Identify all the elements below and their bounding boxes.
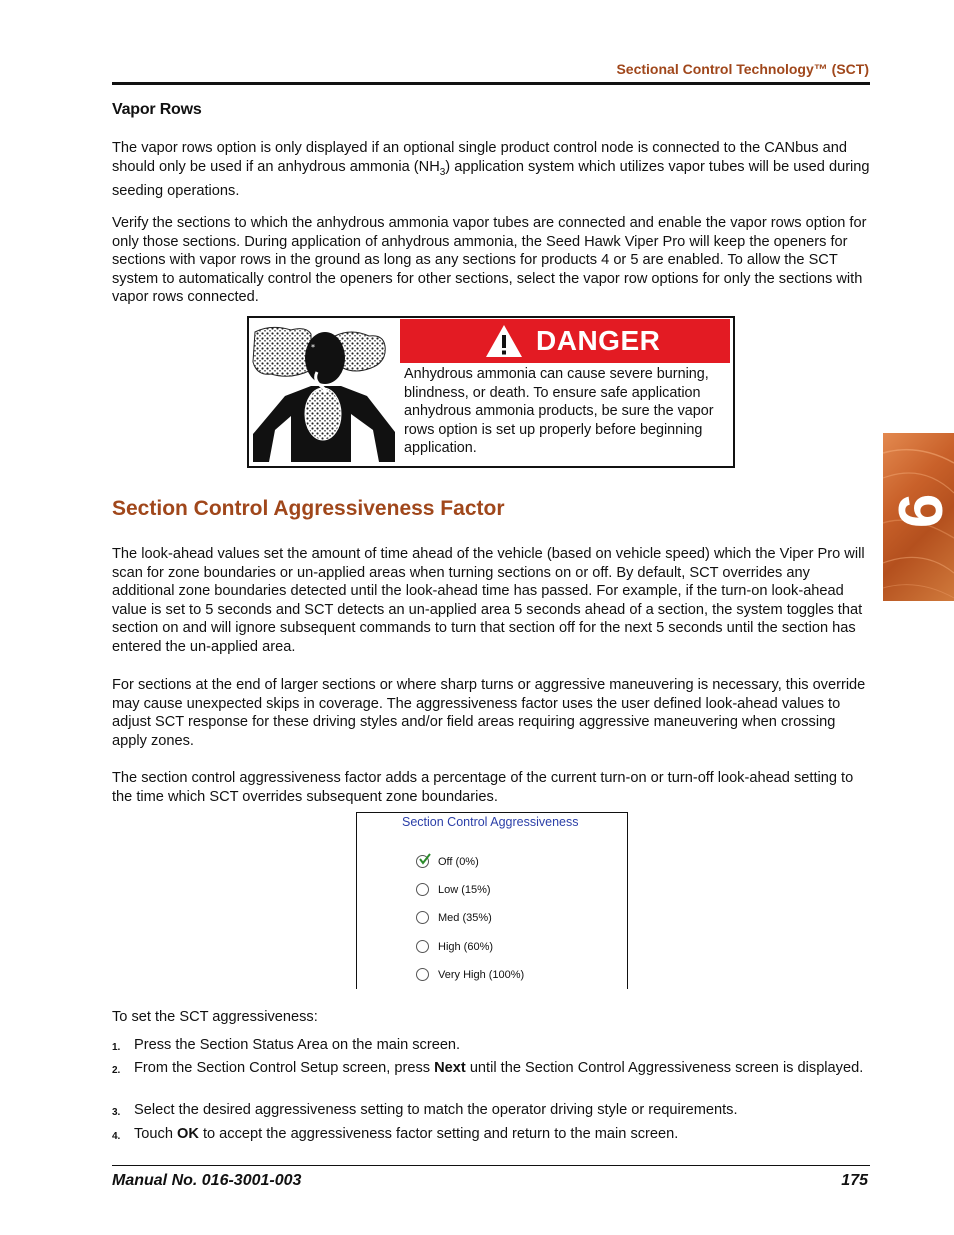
chapter-tab: [883, 433, 954, 601]
step-number: 3.: [112, 1107, 121, 1118]
option-high[interactable]: [416, 940, 493, 953]
page-number: 175: [841, 1172, 868, 1189]
radio-button[interactable]: [416, 883, 429, 896]
option-label: Med (35%): [438, 911, 492, 924]
svg-text:*: *: [311, 343, 315, 352]
danger-message: Anhydrous ammonia can cause severe burning, blindness, or death. To ensure safe application anhydrous ammonia products, be sure the vapor rows option is set up properly before beginning application.: [404, 366, 714, 457]
danger-banner: [400, 319, 730, 363]
aggressiveness-paragraph-1: The look-ahead values set the amount of time ahead of the vehicle (based on vehicle speed) which the Viper Pro will scan for zone boundaries or un-applied areas when turning sections on or off. By default, SCT overrides any additional zone boundaries detected until the look-ahead time has passed. For example, if the turn-on look-ahead value is set to 5 seconds and SCT detects an un-applied area 5 seconds ahead of a section, the system toggles that section on and will ignore subsequent commands to turn that section off for the next 5 seconds until the section has entered the un-applied area.: [112, 546, 865, 655]
option-label: Low (15%): [438, 883, 491, 896]
step-text: Touch OK to accept the aggressiveness factor setting and return to the main screen.: [134, 1126, 679, 1142]
step-text: Select the desired aggressiveness setting to match the operator driving style or requirements.: [134, 1102, 738, 1118]
step-number: 1.: [112, 1042, 121, 1053]
step-3: [112, 1101, 870, 1123]
danger-label: DANGER: [536, 325, 661, 356]
vapor-rows-heading: Vapor Rows: [112, 101, 202, 118]
step-1: [112, 1036, 870, 1058]
inhalation-hazard-icon: [251, 322, 397, 462]
warning-triangle-icon: [484, 323, 524, 359]
radio-button[interactable]: [416, 940, 429, 953]
radio-button[interactable]: [416, 968, 429, 981]
radio-button[interactable]: [416, 855, 429, 868]
manual-number: Manual No. 016-3001-003: [112, 1172, 302, 1189]
aggressiveness-screen: [356, 812, 628, 989]
danger-safety-box: [247, 316, 735, 468]
option-label: High (60%): [438, 940, 494, 953]
step-text: Press the Section Status Area on the main screen.: [134, 1037, 461, 1053]
step-text: From the Section Control Setup screen, press Next until the Section Control Aggressiveness screen is displayed.: [134, 1060, 864, 1076]
option-low[interactable]: [416, 883, 491, 896]
option-label: Off (0%): [438, 855, 479, 868]
screen-title: Section Control Aggressiveness: [402, 815, 579, 829]
running-header: Sectional Control Technology™ (SCT): [616, 61, 869, 77]
section-heading: Section Control Aggressiveness Factor: [112, 497, 505, 520]
option-label: Very High (100%): [438, 968, 525, 981]
aggressiveness-paragraph-3: The section control aggressiveness factor adds a percentage of the current turn-on or turn-off look-ahead setting to the time which SCT overrides subsequent zone boundaries.: [112, 770, 854, 805]
radio-button[interactable]: [416, 911, 429, 924]
step-4: [112, 1125, 870, 1147]
vapor-rows-paragraph-2: Verify the sections to which the anhydrous ammonia vapor tubes are connected and enable the vapor rows option for only those sections. During application of anhydrous ammonia, the Seed Hawk Viper Pro will keep the openers for sections with vapor rows in the ground as long as any sections for products 4 or 5 are enabled. To allow the SCT system to automatically control the openers for other sections, select the vapor row options for only the sections with vapor rows connected.: [112, 215, 867, 306]
option-off[interactable]: [416, 855, 479, 868]
step-number: 2.: [112, 1065, 121, 1076]
chapter-number: 9: [885, 493, 954, 529]
vapor-rows-paragraph-1: The vapor rows option is only displayed if an optional single product control node is connected to the CANbus and should only be used if an anhydrous ammonia $(NH_3)$ application system which utilizes vapor tubes will be used during seeding operations.: [112, 140, 870, 200]
option-med[interactable]: [416, 911, 492, 924]
header-rule: [112, 82, 870, 85]
footer-rule: [112, 1165, 870, 1166]
step-number: 4.: [112, 1131, 121, 1142]
option-very-high[interactable]: [416, 968, 524, 981]
step-2: [112, 1059, 870, 1081]
procedure-intro: To set the SCT aggressiveness:: [112, 1009, 318, 1025]
checkmark-icon: [418, 853, 432, 865]
aggressiveness-paragraph-2: For sections at the end of larger sections or where sharp turns or aggressive maneuvering is necessary, this override may cause unexpected skips in coverage. The aggressiveness factor uses the user defined look-ahead values to adjust SCT response for these driving styles and/or field areas requiring aggressive maneuvering when crossing apply zones.: [112, 677, 866, 749]
